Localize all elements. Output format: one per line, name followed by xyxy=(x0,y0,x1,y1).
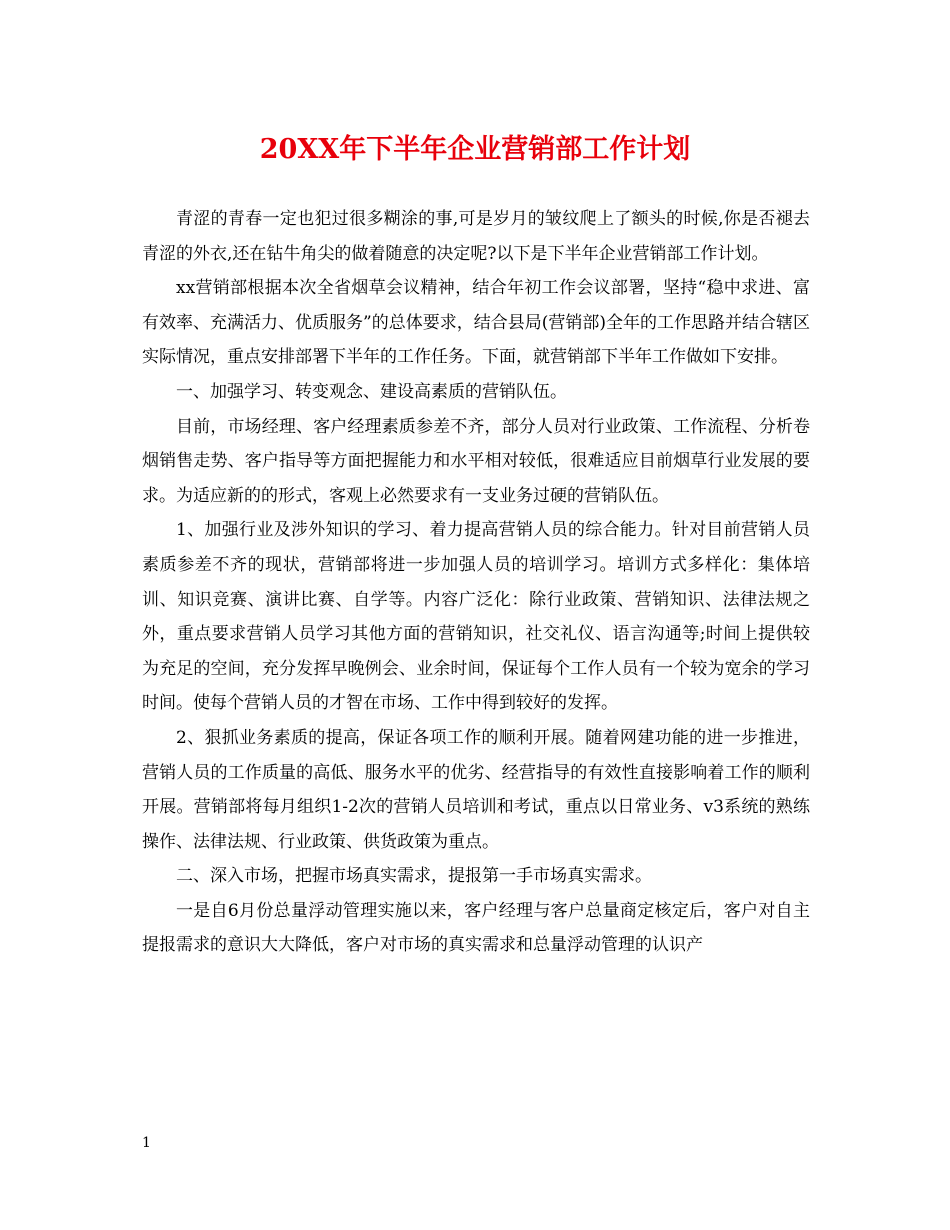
document-body xyxy=(142,202,810,963)
section-heading-2: 二、深入市场，把握市场真实需求，提报第一手市场真实需求。 xyxy=(176,866,652,887)
paragraph-market-1: 一是自6月份总量浮动管理实施以来，客户经理与客户总量商定核定后，客户对自主提报需求的意识大大降低，客户对市场的真实需求和总量浮动管理的认识产 xyxy=(142,900,810,956)
paragraph-intro: 青涩的青春一定也犯过很多糊涂的事,可是岁月的皱纹爬上了额头的时候,你是否褪去青涩的外衣,还在钻牛角尖的做着随意的决定呢?以下是下半年企业营销部工作计划。 xyxy=(142,209,810,264)
page-number: 1 xyxy=(142,1135,151,1151)
paragraph-item-1: 1、加强行业及涉外知识的学习、着力提高营销人员的综合能力。针对目前营销人员素质参差不齐的现状，营销部将进一步加强人员的培训学习。培训方式多样化：集体培训、知识竞赛、演讲比赛、自学等。内容广泛化：除行业政策、营销知识、法律法规之外，重点要求营销人员学习其他方面的营销知识，社交礼仪、语言沟通等;时间上提供较为充足的空间，充分发挥早晚例会、业余时间，保证每个工作人员有一个较为宽余的学习时间。使每个营销人员的才智在市场、工作中得到较好的发挥。 xyxy=(142,520,810,714)
paragraph-item-2: 2、狠抓业务素质的提高，保证各项工作的顺利开展。随着网建功能的进一步推进，营销人员的工作质量的高低、服务水平的优劣、经营指导的有效性直接影响着工作的顺利开展。营销部将每月组织1-2次的营销人员培训和考试，重点以日常业务、v3系统的熟练操作、法律法规、行业政策、供货政策为重点。 xyxy=(142,727,810,852)
paragraph-overview: xx营销部根据本次全省烟草会议精神，结合年初工作会议部署，坚持“稳中求进、富有效率、充满活力、优质服务”的总体要求，结合县局(营销部)全年的工作思路并结合辖区实际情况，重点安排部署下半年的工作任务。下面，就营销部下半年工作做如下安排。 xyxy=(142,278,810,368)
section-heading-1: 一、加强学习、转变观念、建设高素质的营销队伍。 xyxy=(176,381,567,402)
paragraph-current-status: 目前，市场经理、客户经理素质参差不齐，部分人员对行业政策、工作流程、分析卷烟销售走势、客户指导等方面把握能力和水平相对较低，很难适应目前烟草行业发展的要求。为适应新的的形式，客观上必然要求有一支业务过硬的营销队伍。 xyxy=(142,416,810,506)
document-title: 20XX年下半年企业营销部工作计划 xyxy=(259,134,691,165)
